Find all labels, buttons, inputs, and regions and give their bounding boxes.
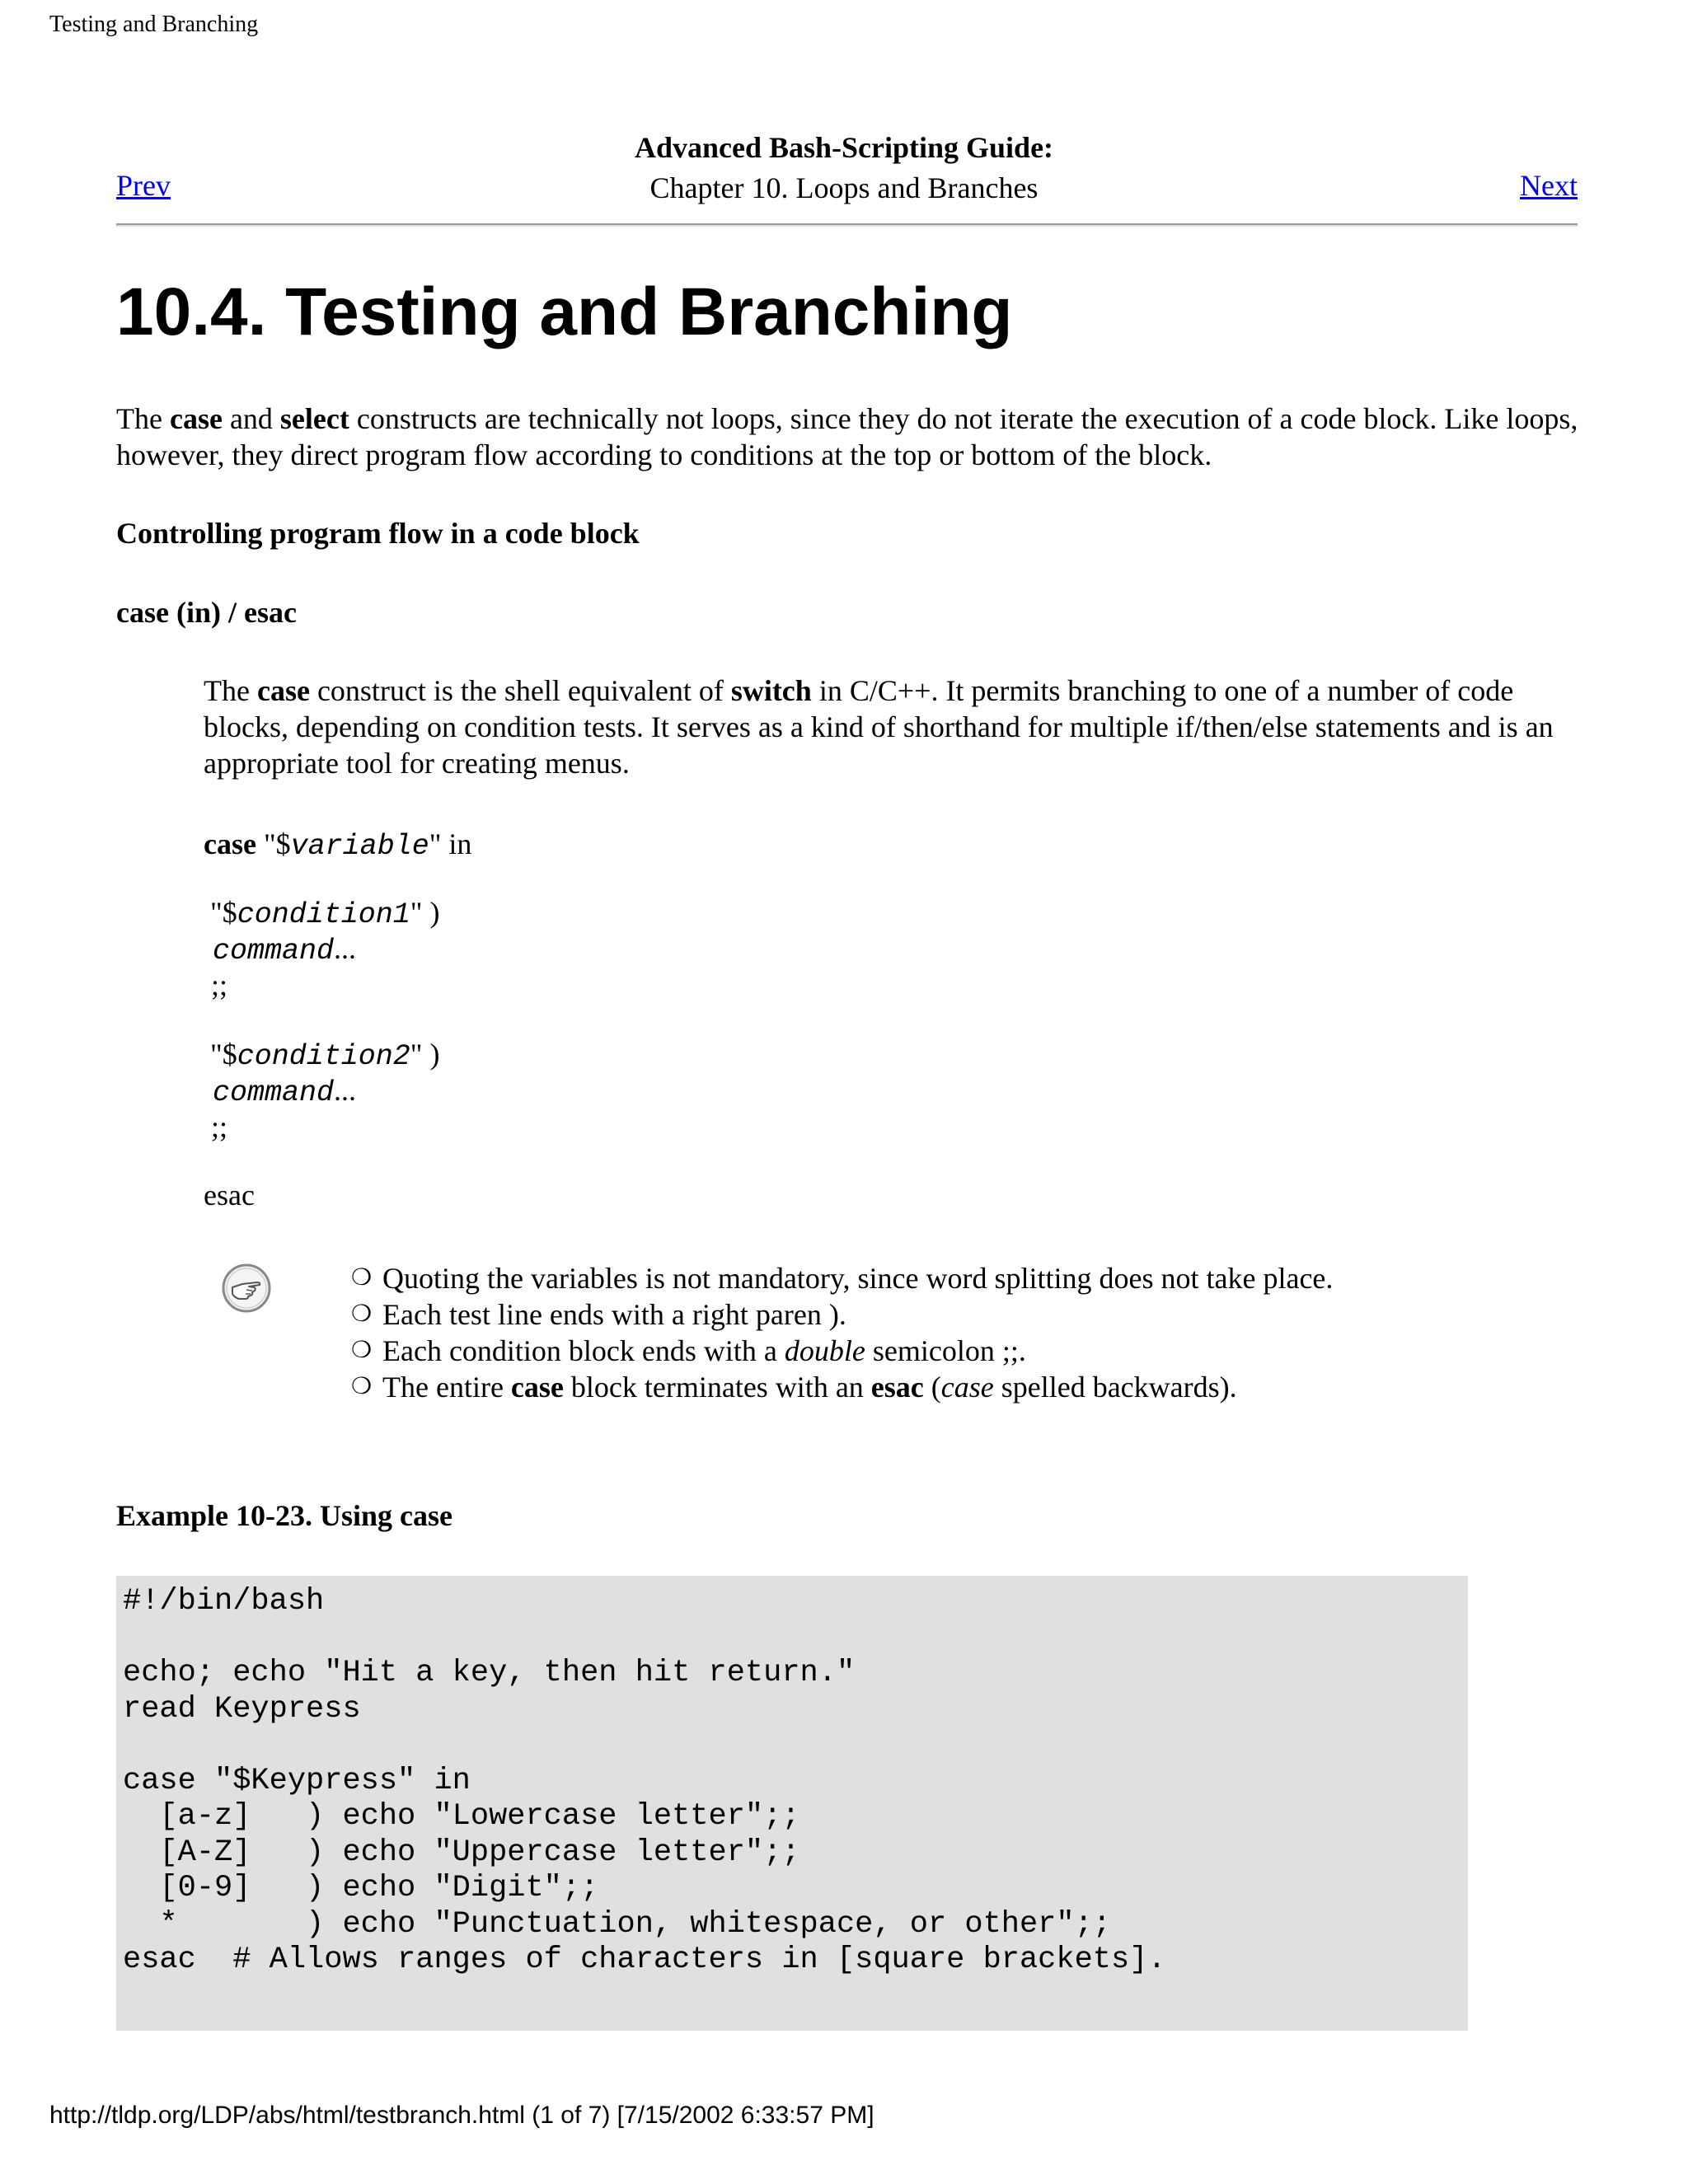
desc-text: The xyxy=(204,674,257,707)
syntax-command-line xyxy=(213,930,356,969)
syntax-in: " in xyxy=(429,827,472,860)
desc-text: construct is the shell equivalent of xyxy=(309,674,731,707)
note-text: Each test line ends with a right paren ). xyxy=(382,1298,846,1331)
syntax-condition2-line xyxy=(210,1036,439,1075)
intro-text: The xyxy=(116,402,170,435)
desc-text: in C/C++. It permits branching to one of a number of code blocks, depending on condition tests. It serves as a kind of shorthand for multiple if/then/else statements and is an appropriate tool for creating menus. xyxy=(204,674,1554,780)
note-item xyxy=(351,1296,1333,1333)
syntax-paren: " ) xyxy=(410,896,440,929)
code-listing: #!/bin/bash echo; echo "Hit a key, then hit return." read Keypress case "$Keypress" in [a-z] ) echo "Lowercase letter";; [A-Z] ) echo "Uppercase letter";; [0-9] ) echo "Digit";; * ) echo "Punctuation, whitespace, or other";; esac # Allows ranges of characters in [square brackets]. xyxy=(123,1584,1166,1977)
print-footer-url: http://tldp.org/LDP/abs/html/testbranch.html (1 of 7) [7/15/2002 6:33:57 PM] xyxy=(49,2102,874,2129)
case-description xyxy=(204,673,1597,781)
syntax-paren: " ) xyxy=(410,1038,440,1071)
note-emphasis: case xyxy=(940,1371,994,1404)
page-title: 10.4. Testing and Branching xyxy=(116,274,1013,349)
note-text: Each condition block ends with a xyxy=(382,1334,785,1367)
note-text: ( xyxy=(923,1371,941,1404)
bullet-icon: ❍ xyxy=(351,1374,373,1399)
pointing-hand-note-icon xyxy=(221,1263,272,1314)
bullet-icon: ❍ xyxy=(351,1301,373,1327)
syntax-quote: "$ xyxy=(256,827,291,860)
syntax-quote: "$ xyxy=(210,896,237,929)
syntax-command-line xyxy=(213,1072,356,1111)
chapter-title: Chapter 10. Loops and Branches xyxy=(649,171,1039,204)
keyword-esac: esac xyxy=(870,1371,924,1404)
intro-paragraph xyxy=(116,401,1592,473)
note-text: Quoting the variables is not mandatory, since word splitting does not take place. xyxy=(382,1262,1334,1295)
note-text: block terminates with an xyxy=(563,1371,871,1404)
note-item xyxy=(351,1369,1333,1405)
construct-heading: case (in) / esac xyxy=(116,596,297,629)
syntax-double-semicolon: ;; xyxy=(211,968,228,1001)
note-emphasis: double xyxy=(784,1334,865,1367)
keyword-case: case xyxy=(510,1371,564,1404)
guide-title: Advanced Bash-Scripting Guide: xyxy=(634,131,1054,164)
syntax-quote: "$ xyxy=(210,1038,237,1071)
syntax-condition1-line xyxy=(210,894,439,933)
note-list xyxy=(351,1260,1333,1405)
syntax-case-keyword: case xyxy=(204,827,256,860)
syntax-variable: variable xyxy=(290,830,429,863)
nav-divider xyxy=(116,223,1578,227)
keyword-case: case xyxy=(169,402,223,435)
syntax-double-semicolon: ;; xyxy=(211,1110,228,1143)
code-block xyxy=(116,1576,1468,2031)
next-link[interactable]: Next xyxy=(1520,169,1578,202)
note-text: semicolon ;;. xyxy=(865,1334,1026,1367)
prev-link[interactable]: Prev xyxy=(116,169,171,202)
print-header: Testing and Branching xyxy=(49,12,259,37)
keyword-switch: switch xyxy=(730,674,812,707)
note-text: spelled backwards). xyxy=(993,1371,1237,1404)
syntax-condition2: condition2 xyxy=(237,1040,410,1073)
syntax-ellipsis: ... xyxy=(334,1074,357,1107)
note-item xyxy=(351,1260,1333,1296)
bullet-icon: ❍ xyxy=(351,1265,373,1291)
syntax-esac: esac xyxy=(204,1179,255,1212)
section-heading: Controlling program flow in a code block xyxy=(116,517,640,550)
example-title: Example 10-23. Using case xyxy=(116,1499,452,1532)
keyword-case: case xyxy=(256,674,310,707)
syntax-command: command xyxy=(213,935,335,968)
intro-text: and xyxy=(222,402,280,435)
note-item xyxy=(351,1333,1333,1369)
syntax-command: command xyxy=(213,1076,335,1109)
syntax-case-line xyxy=(204,826,471,865)
keyword-select: select xyxy=(279,402,349,435)
bullet-icon: ❍ xyxy=(351,1338,373,1363)
note-text: The entire xyxy=(382,1371,511,1404)
syntax-condition1: condition1 xyxy=(237,898,410,931)
syntax-ellipsis: ... xyxy=(334,932,357,965)
intro-text: constructs are technically not loops, since they do not iterate the execution of a code block. Like loops, however, they direct program flow according to conditions at the top or bottom of the block. xyxy=(116,402,1578,471)
